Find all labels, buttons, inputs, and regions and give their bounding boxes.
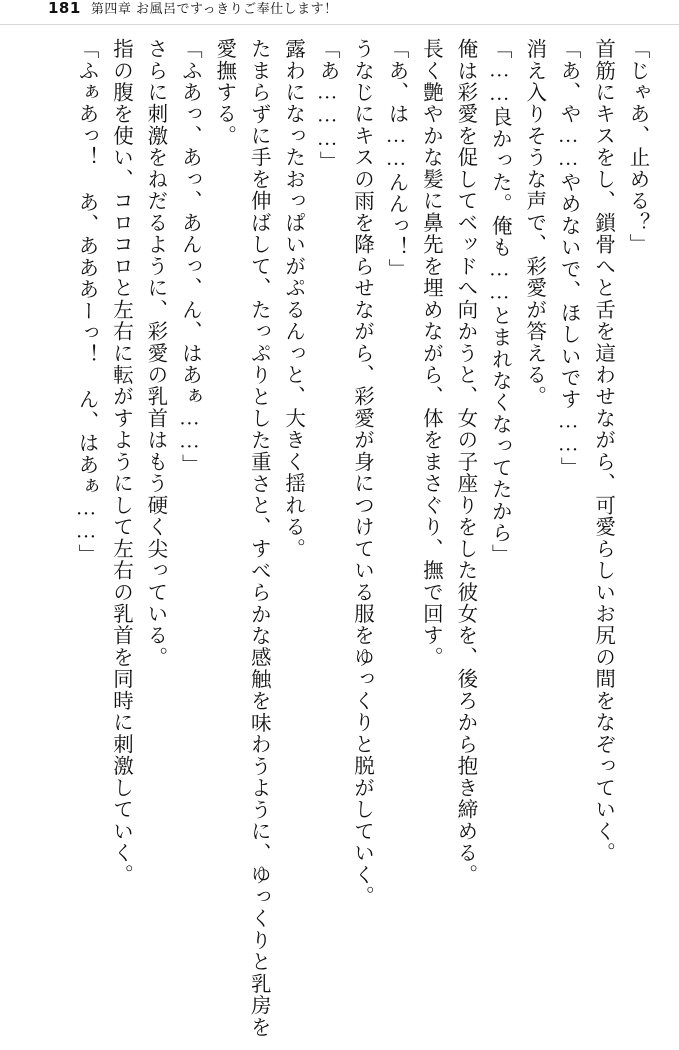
paragraph: 「あ、や……やめないで、ほしいです……」 [557, 38, 580, 479]
paragraph: 消え入りそうな声で、彩愛が答える。 [522, 38, 545, 408]
paragraph: さらに刺激をねだるように、彩愛の乳首はもう硬く尖っている。 [143, 38, 166, 669]
vertical-text-column [26, 38, 654, 1038]
paragraph: たまらずに手を伸ばして、たっぷりとした重さと、すべらかな感触を味わうように、ゆっくりと乳房を愛撫する。 [212, 38, 270, 1038]
paragraph: 「ふあっ、あっ、あんっ、ん、はあぁ……」 [178, 38, 201, 476]
paragraph: 「あ、は……んんっ！」 [384, 38, 407, 281]
running-header [0, 0, 679, 26]
paragraph: 指の腹を使い、コロコロと左右に転がすようにして左右の乳首を同時に刺激していく。 [109, 38, 132, 886]
page-number: 181 [48, 0, 81, 17]
paragraph: 「あ………」 [316, 38, 339, 173]
paragraph: 長く艶やかな髪に鼻先を埋めながら、体をまさぐり、撫で回す。 [419, 38, 442, 669]
paragraph: 首筋にキスをし、鎖骨へと舌を這わせながら、可愛らしいお尻の間をなぞっていく。 [591, 38, 614, 864]
paragraph: 「じゃあ、止める？」 [626, 38, 648, 256]
chapter-title: 第四章 お風呂ですっきりご奉仕します！ [90, 2, 338, 17]
paragraph: 露わになったおっぱいがぷるんっと、大きく揺れる。 [281, 38, 304, 560]
header-divider [0, 24, 679, 25]
paragraph: うなじにキスの雨を降らせながら、彩愛が身につけている服をゆっくりと脱がしていく。 [350, 38, 373, 908]
paragraph: 俺は彩愛を促してベッドへ向かうと、女の子座りをした彼女を、後ろから抱き締める。 [453, 38, 476, 886]
paragraph: 「ふぁあっ！ あ、あああーっ！ ん、はあぁ……」 [75, 38, 97, 566]
page-body [26, 38, 654, 1038]
paragraph: 「……良かった。俺も……とまれなくなってたから」 [488, 38, 511, 566]
